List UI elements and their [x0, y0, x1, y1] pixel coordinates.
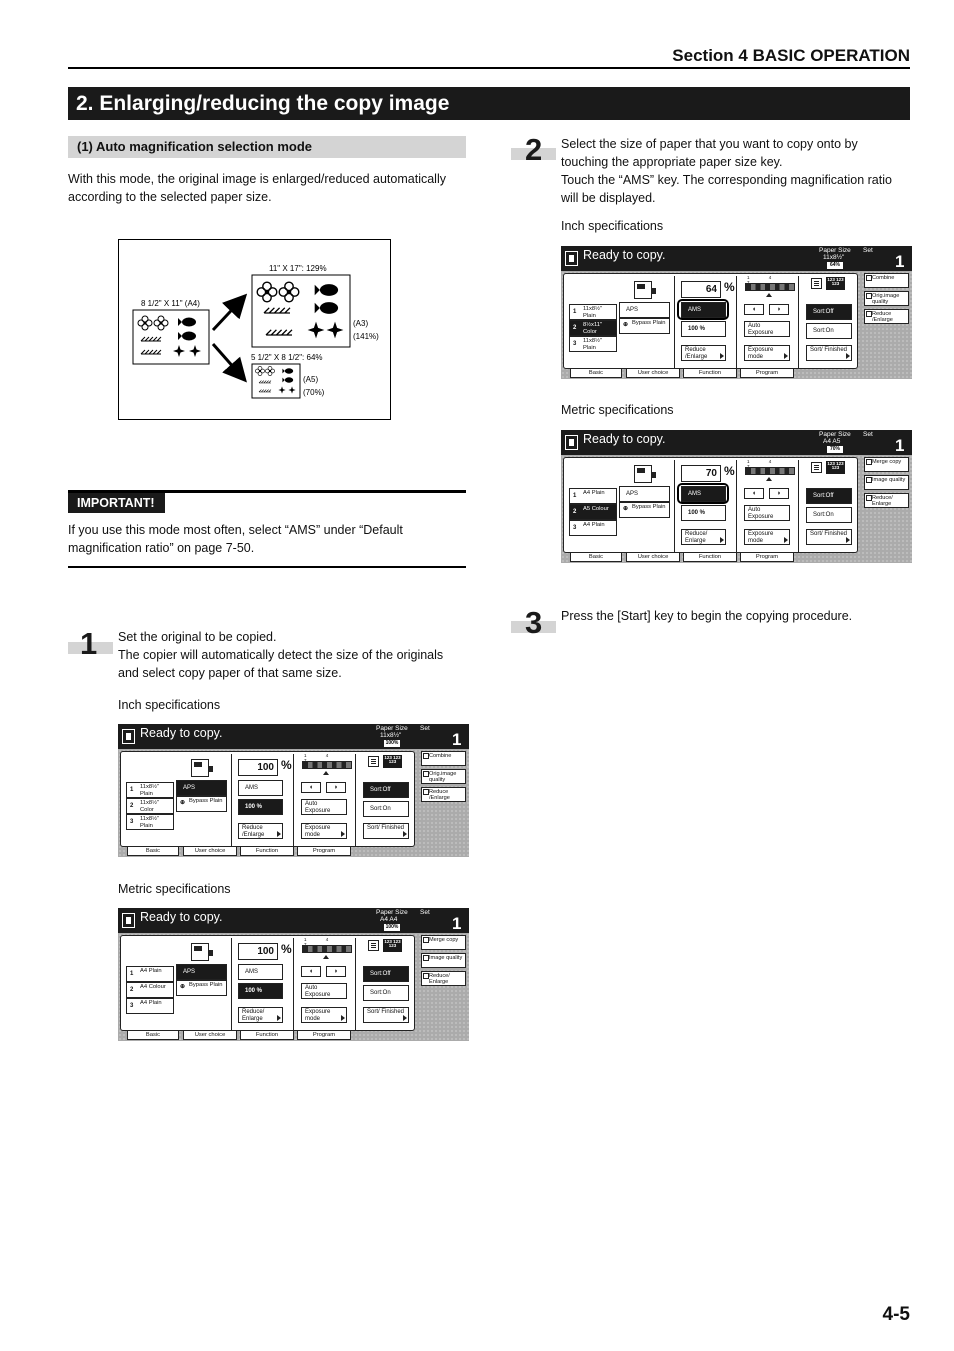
reduce-enlarge-button[interactable]: [681, 529, 726, 545]
paper-size-value: A4 A4: [380, 916, 398, 923]
copy-quantity: 1: [452, 914, 462, 933]
tray-1-button[interactable]: [569, 304, 617, 320]
divider: [674, 276, 675, 368]
chevron-right-icon: [403, 831, 407, 837]
divider: [798, 460, 799, 552]
auto-exposure-button[interactable]: Auto Exposure: [301, 983, 347, 999]
panel-body: [118, 749, 469, 857]
step-line: touching the appropriate paper size key.: [561, 155, 783, 169]
tray-number: 2: [130, 803, 134, 809]
sort-on-button[interactable]: Sort:On: [806, 507, 852, 523]
panel-body: [561, 455, 912, 563]
step-3-text: Press the [Start] key to begin the copying procedure.: [561, 609, 853, 623]
tray-1-button[interactable]: [126, 966, 174, 982]
side-shortcut-3[interactable]: Reduce /Enlarge: [421, 787, 466, 802]
tray-number: 1: [573, 309, 577, 315]
magnification-illustration: [119, 240, 390, 419]
exposure-pointer-icon: [766, 293, 772, 297]
source-size-label: 8 1/2" X 11" (A4): [141, 299, 200, 308]
step-1-text: [118, 628, 468, 682]
bypass-tray-button[interactable]: [619, 318, 670, 334]
paper-size-label: Paper Size: [376, 909, 408, 916]
step-line: will be displayed.: [561, 191, 656, 205]
sort-stack-icon: 123 123 123: [826, 277, 845, 290]
side-shortcut-2[interactable]: Orig.image quality: [421, 769, 466, 784]
copy-quantity: 1: [895, 252, 905, 271]
tray-2-button[interactable]: [569, 320, 617, 336]
ams-button[interactable]: AMS: [681, 486, 726, 502]
side-shortcut-3[interactable]: Reduce/ Enlarge: [864, 493, 909, 508]
copy-mode-icon: [565, 435, 578, 450]
panel-body: [561, 271, 912, 379]
side-shortcut-2[interactable]: Image quality: [421, 953, 466, 968]
button-label: Sort/ Finished: [367, 1009, 405, 1015]
chevron-right-icon: [720, 353, 724, 359]
tray-label: A4 Plain: [140, 1000, 162, 1006]
exposure-scale-numbers: 1 4: [747, 459, 781, 464]
page-title: 2. Enlarging/reducing the copy image: [68, 87, 910, 120]
step-line: Select the size of paper that you want to copy onto by: [561, 137, 858, 151]
reduce-enlarge-button[interactable]: [238, 823, 283, 839]
step-2-metric-label: Metric specifications: [561, 403, 674, 417]
exposure-darker-button[interactable]: ◗: [769, 488, 789, 499]
side-shortcut-2[interactable]: Orig.image quality: [864, 291, 909, 306]
aps-button[interactable]: APS: [619, 302, 670, 318]
tray-number: 2: [573, 509, 577, 515]
reduce-metric-pct: (70%): [303, 388, 325, 397]
ams-button[interactable]: AMS: [238, 780, 283, 796]
tab-basic[interactable]: Basic: [570, 553, 622, 562]
step-2-inch-label: Inch specifications: [561, 219, 664, 233]
tab-basic[interactable]: Basic: [127, 847, 179, 856]
important-line: If you use this mode most often, select “AMS” under “Default: [68, 523, 403, 537]
sort-on-button[interactable]: Sort:On: [363, 985, 409, 1001]
step-line: Touch the “AMS” key. The corresponding magnification ratio: [561, 173, 892, 187]
description-line: according to the selected paper size.: [68, 190, 272, 204]
page-number: 4-5: [882, 1304, 910, 1325]
important-label: IMPORTANT!: [68, 493, 165, 513]
step-1-metric-label: Metric specifications: [118, 882, 231, 896]
tab-user-choice[interactable]: User choice: [626, 369, 680, 378]
reduce-size-label: 5 1/2" X 8 1/2": 64%: [251, 353, 323, 362]
magnification-display: 64: [681, 281, 721, 298]
tray-label: A4 Colour: [140, 984, 166, 990]
aps-button[interactable]: APS: [176, 964, 227, 980]
auto-exposure-button[interactable]: Auto Exposure: [744, 505, 790, 521]
step-line: Set the original to be copied.: [118, 630, 277, 644]
header-rule: [68, 67, 910, 69]
auto-exposure-button[interactable]: Auto Exposure: [744, 321, 790, 337]
button-label: Reduce /Enlarge: [242, 825, 265, 838]
percent-sign: %: [724, 280, 735, 294]
copier-icon: [634, 465, 652, 483]
button-label: Reduce /Enlarge: [685, 347, 708, 360]
step-3-number: 3: [525, 605, 543, 640]
basic-settings-card: [563, 273, 858, 376]
aps-button[interactable]: APS: [619, 486, 670, 502]
sort-icon: [368, 940, 379, 951]
tab-program[interactable]: Program: [740, 369, 794, 378]
divider: [355, 754, 356, 846]
copy-quantity: 1: [895, 436, 905, 455]
paper-size-label: Paper Size: [376, 725, 408, 732]
tab-function[interactable]: Function: [240, 1031, 294, 1040]
sort-finished-button[interactable]: [806, 529, 852, 545]
tab-function[interactable]: Function: [240, 847, 294, 856]
tray-number: 2: [130, 987, 134, 993]
tray-1-button[interactable]: [569, 488, 617, 504]
sort-stack-icon: 123 123 123: [383, 939, 402, 952]
button-label: Sort/ Finished: [810, 531, 848, 537]
tray-number: 2: [573, 325, 577, 331]
sort-on-button[interactable]: Sort:On: [806, 323, 852, 339]
exposure-scale: [302, 761, 352, 769]
description-line: With this mode, the original image is enlarged/reduced automatically: [68, 172, 446, 186]
step-1-number: 1: [80, 626, 98, 661]
chevron-right-icon: [403, 1015, 407, 1021]
divider: [736, 460, 737, 552]
ams-highlight-ring: [677, 299, 729, 320]
tab-user-choice[interactable]: User choice: [183, 1031, 237, 1040]
step-line: and select copy paper of that same size.: [118, 666, 342, 680]
bypass-icon: ⊕: [623, 322, 629, 328]
tray-label: 8½x11" Color: [583, 322, 603, 335]
side-shortcut-2[interactable]: Image quality: [864, 475, 909, 490]
set-label: Set: [420, 909, 430, 916]
enlarge-metric-label: (A3): [353, 319, 369, 328]
sort-off-button[interactable]: Sort:Off: [806, 488, 852, 504]
sort-finished-button[interactable]: [806, 345, 852, 361]
exposure-mode-button[interactable]: [301, 1007, 347, 1023]
tray-label: 11x8½" Color: [140, 800, 160, 813]
tray-label: 11x8½" Plain: [140, 816, 160, 829]
aps-button[interactable]: APS: [176, 780, 227, 796]
tray-2-button[interactable]: [569, 504, 617, 520]
magnification-display: 70: [681, 465, 721, 482]
chevron-right-icon: [784, 353, 788, 359]
tray-label: A4 Plain: [583, 522, 605, 528]
tab-function[interactable]: Function: [683, 369, 737, 378]
enlarge-size-label: 11" X 17": 129%: [269, 264, 327, 273]
tab-basic[interactable]: Basic: [127, 1031, 179, 1040]
important-line: magnification ratio” on page 7-50.: [68, 541, 255, 555]
basic-settings-card: [120, 935, 415, 1038]
tab-basic[interactable]: Basic: [570, 369, 622, 378]
sort-icon: [368, 756, 379, 767]
divider: [355, 938, 356, 1030]
magnification-display: 100: [238, 943, 278, 960]
copier-panel-step2-inch: [561, 246, 912, 379]
sort-on-button[interactable]: Sort:On: [363, 801, 409, 817]
tray-number: 1: [573, 493, 577, 499]
percent-sign: %: [281, 942, 292, 956]
bypass-icon: ⊕: [623, 506, 629, 512]
exposure-pointer-icon: [323, 955, 329, 959]
exposure-pointer-icon: [766, 477, 772, 481]
tray-number: 3: [573, 341, 577, 347]
sort-stack-icon: 123 123 123: [383, 755, 402, 768]
percent-sign: %: [724, 464, 735, 478]
magnification-counter: 100%: [385, 740, 399, 746]
tray-2-button[interactable]: [126, 982, 174, 998]
chevron-right-icon: [341, 831, 345, 837]
button-label: Exposure mode: [748, 347, 774, 360]
tray-1-button[interactable]: [126, 782, 174, 798]
status-message: Ready to copy.: [583, 248, 666, 262]
tray-3-button[interactable]: [126, 998, 174, 1014]
percent-sign: %: [281, 758, 292, 772]
tray-label: A4 Plain: [583, 490, 605, 496]
auto-exposure-button[interactable]: Auto Exposure: [301, 799, 347, 815]
bypass-icon: ⊕: [180, 984, 186, 990]
tab-program[interactable]: Program: [297, 1031, 351, 1040]
side-shortcut-1[interactable]: Combine: [421, 751, 466, 766]
side-shortcut-1[interactable]: Merge copy: [864, 457, 909, 472]
divider: [798, 276, 799, 368]
tray-3-button[interactable]: [569, 336, 617, 352]
divider: [736, 276, 737, 368]
set-label: Set: [863, 431, 873, 438]
chevron-right-icon: [277, 1015, 281, 1021]
reduce-metric-label: (A5): [303, 375, 319, 384]
important-rule-bottom: [68, 566, 466, 568]
bypass-tray-button[interactable]: [176, 980, 227, 996]
paper-size-label: Paper Size: [819, 247, 851, 254]
tray-label: 11x8½" Plain: [140, 784, 160, 797]
exposure-mode-button[interactable]: [744, 345, 790, 361]
reduce-enlarge-button[interactable]: [681, 345, 726, 361]
step-1-inch-label: Inch specifications: [118, 698, 221, 712]
tray-3-button[interactable]: [126, 814, 174, 830]
full-size-button[interactable]: 100 %: [238, 799, 283, 815]
copy-mode-icon: [565, 251, 578, 266]
tray-label: 11x8½" Plain: [583, 338, 603, 351]
bypass-icon: ⊕: [180, 800, 186, 806]
basic-settings-card: [120, 751, 415, 854]
magnification-counter: 64%: [827, 262, 843, 269]
chevron-right-icon: [784, 537, 788, 543]
copy-mode-icon: [122, 729, 135, 744]
tray-3-button[interactable]: [569, 520, 617, 536]
sort-off-button[interactable]: Sort:Off: [363, 782, 409, 798]
button-label: Exposure mode: [305, 1009, 331, 1022]
magnification-display: 100: [238, 759, 278, 776]
divider: [293, 938, 294, 1030]
exposure-lighter-button[interactable]: ◖: [744, 304, 764, 315]
bypass-label: Bypass Plain: [189, 798, 223, 804]
bypass-label: Bypass Plain: [632, 320, 666, 326]
button-label: Exposure mode: [305, 825, 331, 838]
copy-mode-icon: [122, 913, 135, 928]
magnification-counter: 100%: [385, 924, 399, 930]
copier-panel-step1-metric: [118, 908, 469, 1041]
chevron-right-icon: [720, 537, 724, 543]
bypass-label: Bypass Plain: [189, 982, 223, 988]
tab-program[interactable]: Program: [297, 847, 351, 856]
step-2-number: 2: [525, 132, 543, 167]
exposure-scale-numbers: 1 4: [304, 937, 338, 942]
tray-label: A4 Plain: [140, 968, 162, 974]
side-shortcut-3[interactable]: Reduce /Enlarge: [864, 309, 909, 324]
enlarge-metric-pct: (141%): [353, 332, 379, 341]
tray-label: 11x8½" Plain: [583, 306, 603, 319]
side-shortcut-3[interactable]: Reduce/ Enlarge: [421, 971, 466, 986]
exposure-mode-button[interactable]: [744, 529, 790, 545]
section-header: Section 4 BASIC OPERATION: [672, 46, 910, 65]
divider: [231, 938, 232, 1030]
basic-settings-card: [563, 457, 858, 560]
reduce-enlarge-button[interactable]: [238, 1007, 283, 1023]
sort-icon: [811, 462, 822, 473]
button-label: Sort/ Finished: [810, 347, 848, 353]
side-shortcut-1[interactable]: Combine: [864, 273, 909, 288]
side-shortcut-1[interactable]: Merge copy: [421, 935, 466, 950]
bypass-tray-button[interactable]: [619, 502, 670, 518]
paper-size-value: A4 A5: [823, 438, 841, 445]
tray-number: 1: [130, 971, 134, 977]
copier-icon: [191, 759, 209, 777]
copier-icon: [191, 943, 209, 961]
copy-quantity: 1: [452, 730, 462, 749]
subsection-description: [68, 170, 466, 206]
full-size-button[interactable]: 100 %: [681, 321, 726, 337]
status-message: Ready to copy.: [140, 910, 223, 924]
paper-size-value: 11x8½": [823, 254, 845, 261]
full-size-button[interactable]: 100 %: [681, 505, 726, 521]
ams-highlight-ring: [677, 483, 729, 504]
exposure-scale-numbers: 1 4: [747, 275, 781, 280]
chevron-right-icon: [846, 353, 850, 359]
tab-user-choice[interactable]: User choice: [626, 553, 680, 562]
exposure-darker-button[interactable]: ◗: [326, 782, 346, 793]
exposure-darker-button[interactable]: ◗: [326, 966, 346, 977]
status-message: Ready to copy.: [583, 432, 666, 446]
exposure-lighter-button[interactable]: ◖: [301, 782, 321, 793]
divider: [674, 460, 675, 552]
step-2-text: [561, 135, 911, 207]
copier-panel-step2-metric: [561, 430, 912, 563]
ams-button[interactable]: AMS: [238, 964, 283, 980]
tray-number: 3: [573, 525, 577, 531]
magnification-figure: [118, 239, 391, 420]
set-label: Set: [420, 725, 430, 732]
exposure-darker-button[interactable]: ◗: [769, 304, 789, 315]
divider: [231, 754, 232, 846]
sort-off-button[interactable]: Sort:Off: [806, 304, 852, 320]
status-message: Ready to copy.: [140, 726, 223, 740]
tray-number: 3: [130, 1003, 134, 1009]
button-label: Exposure mode: [748, 531, 774, 544]
subsection-title: (1) Auto magnification selection mode: [68, 136, 466, 158]
button-label: Sort/ Finished: [367, 825, 405, 831]
button-label: Reduce/ Enlarge: [685, 531, 708, 544]
chevron-right-icon: [277, 831, 281, 837]
chevron-right-icon: [341, 1015, 345, 1021]
tray-2-button[interactable]: [126, 798, 174, 814]
bypass-tray-button[interactable]: [176, 796, 227, 812]
bypass-label: Bypass Plain: [632, 504, 666, 510]
sort-stack-icon: 123 123 123: [826, 461, 845, 474]
tab-user-choice[interactable]: User choice: [183, 847, 237, 856]
magnification-counter: 70%: [827, 446, 843, 453]
panel-body: [118, 933, 469, 1041]
tab-program[interactable]: Program: [740, 553, 794, 562]
step-line: The copier will automatically detect the size of the originals: [118, 648, 444, 662]
sort-off-button[interactable]: Sort:Off: [363, 966, 409, 982]
exposure-scale-numbers: 1 4: [304, 753, 338, 758]
tray-number: 1: [130, 787, 134, 793]
divider: [293, 754, 294, 846]
exposure-lighter-button[interactable]: ◖: [744, 488, 764, 499]
exposure-lighter-button[interactable]: ◖: [301, 966, 321, 977]
tab-function[interactable]: Function: [683, 553, 737, 562]
copier-icon: [634, 281, 652, 299]
copier-panel-step1-inch: [118, 724, 469, 857]
sort-icon: [811, 278, 822, 289]
exposure-mode-button[interactable]: [301, 823, 347, 839]
tray-label: A5 Colour: [583, 506, 609, 512]
tray-number: 3: [130, 819, 134, 825]
exposure-scale: [745, 467, 795, 475]
sort-finished-button[interactable]: [363, 1007, 409, 1023]
paper-size-label: Paper Size: [819, 431, 851, 438]
sort-finished-button[interactable]: [363, 823, 409, 839]
button-label: Reduce/ Enlarge: [242, 1009, 265, 1022]
exposure-scale: [302, 945, 352, 953]
exposure-pointer-icon: [323, 771, 329, 775]
chevron-right-icon: [846, 537, 850, 543]
set-label: Set: [863, 247, 873, 254]
full-size-button[interactable]: 100 %: [238, 983, 283, 999]
important-text: [68, 521, 466, 557]
paper-size-value: 11x8½": [380, 732, 402, 739]
ams-button[interactable]: AMS: [681, 302, 726, 318]
exposure-scale: [745, 283, 795, 291]
